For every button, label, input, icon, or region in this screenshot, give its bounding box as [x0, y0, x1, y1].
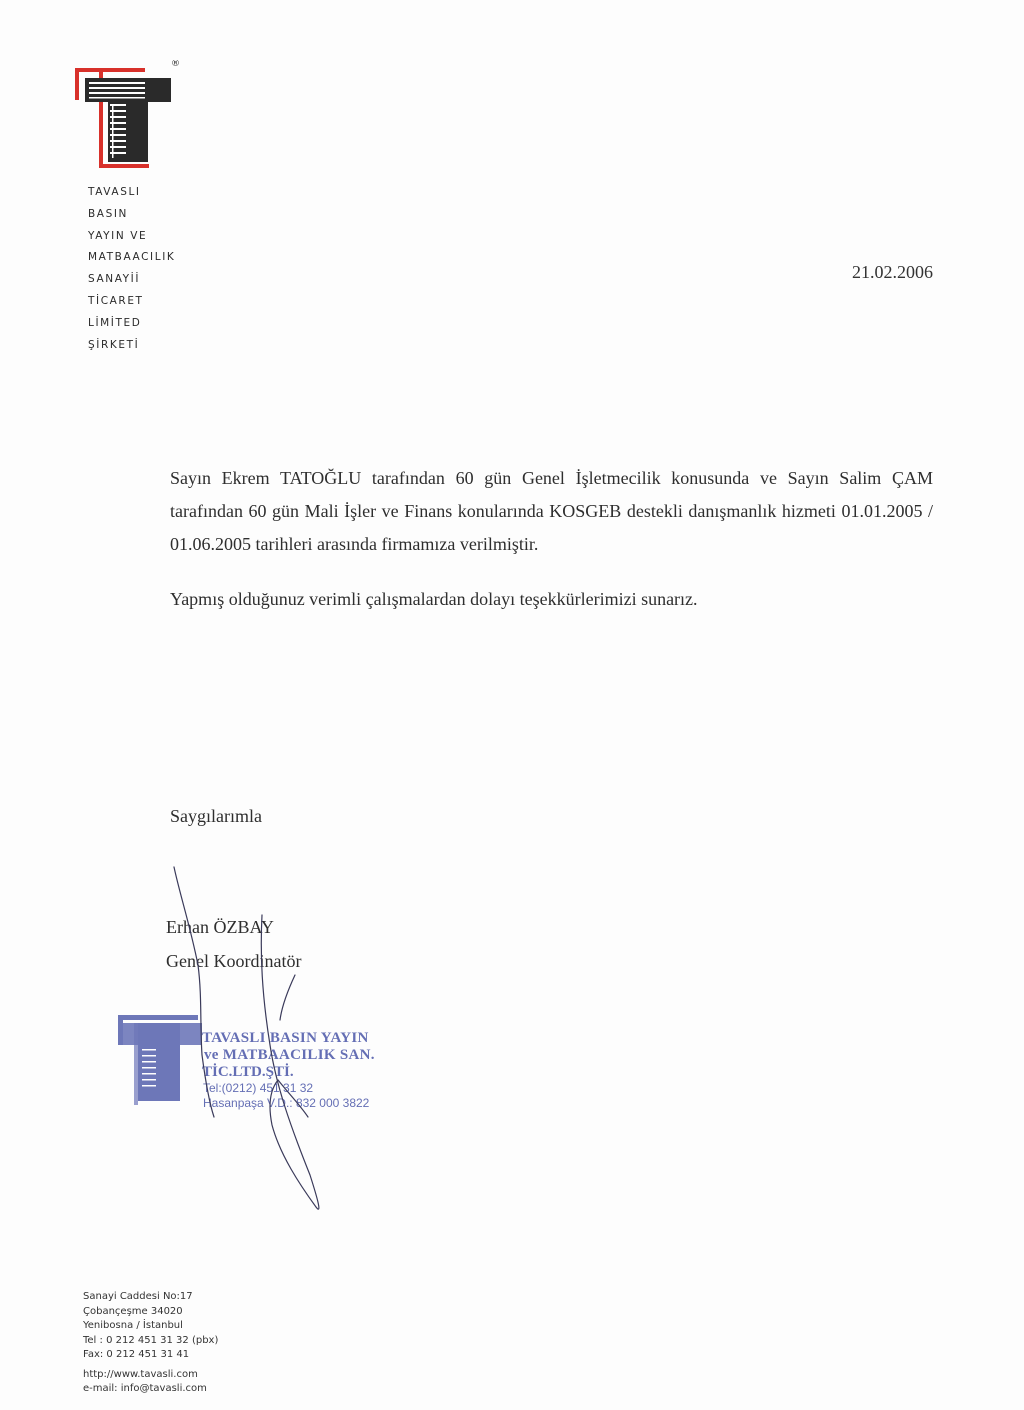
company-line: SANAYİİ	[88, 273, 141, 286]
handwritten-signature-icon	[150, 855, 370, 1225]
signer-name: Erhan ÖZBAY	[166, 917, 274, 937]
letter-date: 21.02.2006	[852, 262, 933, 282]
tavasli-t-logo-icon	[75, 60, 185, 180]
footer-email-link[interactable]: e-mail: info@tavasli.com	[83, 1383, 207, 1394]
footer-fax: Fax: 0 212 451 31 41	[83, 1349, 190, 1360]
company-line: BASIN	[88, 207, 129, 220]
company-line: ŞİRKETİ	[88, 338, 140, 351]
letter-body	[170, 462, 933, 616]
company-line: MATBAACILIK	[88, 251, 176, 264]
registered-mark: ®	[171, 60, 180, 69]
stamp-line: TAVASLI BASIN YAYIN	[202, 1030, 369, 1046]
stamp-tax-office: Hasanpaşa V.D.: 832 000 3822	[203, 1096, 370, 1110]
signer-title: Genel Koordinatör	[166, 951, 302, 971]
company-line: TAVASLI	[88, 186, 141, 198]
body-paragraph-2: Yapmış olduğunuz verimli çalışmalardan dolayı teşekkürlerimizi sunarız.	[170, 589, 698, 609]
footer-address-3: Yenibosna / İstanbul	[83, 1320, 183, 1331]
company-name-block	[88, 182, 175, 356]
body-paragraph-1: Sayın Ekrem TATOĞLU tarafından 60 gün Genel İşletmecilik konusunda ve Sayın Salim ÇAM tarafından 60 gün Mali İşler ve Finans konularında KOSGEB destekli danışmanlık hizmeti 01.01.2005 / 01.06.2005 tarihleri arasında firmamıza verilmiştir.	[170, 468, 933, 554]
stamp-phone: Tel:(0212) 451 31 32	[203, 1081, 314, 1095]
company-line: LİMİTED	[88, 316, 142, 329]
footer-address-2: Çobançeşme 34020	[83, 1305, 183, 1317]
company-line: YAYIN VE	[88, 229, 148, 242]
company-line: TİCARET	[88, 294, 144, 307]
footer-web-link[interactable]: http://www.tavasli.com	[83, 1368, 198, 1380]
footer-tel: Tel : 0 212 451 31 32 (pbx)	[83, 1334, 219, 1346]
closing-salutation: Saygılarımla	[170, 806, 262, 826]
stamp-line: TİC.LTD.ŞTİ.	[202, 1064, 294, 1080]
stamp-line: ve MATBAACILIK SAN.	[204, 1047, 375, 1063]
footer-contact	[83, 1290, 218, 1397]
footer-address-1: Sanayi Caddesi No:17	[83, 1291, 193, 1302]
